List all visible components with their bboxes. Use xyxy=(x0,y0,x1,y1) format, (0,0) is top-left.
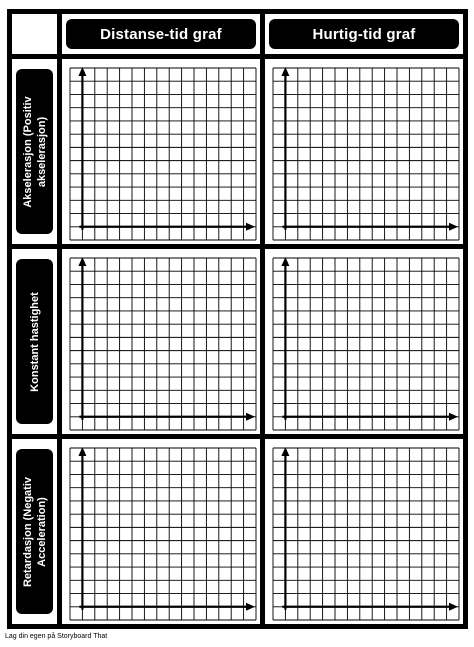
x-axis-arrow-icon xyxy=(246,223,255,231)
grid-lines xyxy=(273,68,459,240)
row-header-acceleration xyxy=(12,59,57,244)
row-header-constant-speed xyxy=(12,249,57,434)
blank-grid xyxy=(62,439,260,624)
blank-grid xyxy=(62,59,260,244)
grid-lines xyxy=(70,448,256,620)
graph-acceleration-speed-time[interactable] xyxy=(265,59,463,244)
grid-lines xyxy=(273,258,459,430)
blank-grid xyxy=(265,59,463,244)
grid-lines xyxy=(70,68,256,240)
row-header-label: Konstant hastighet xyxy=(28,291,41,392)
row-header-label: Akselerasjon (Positiv akselerasjon) xyxy=(21,95,48,208)
x-axis-arrow-icon xyxy=(449,223,458,231)
graph-constant-speed-speed-time[interactable] xyxy=(265,249,463,434)
grid-lines xyxy=(70,258,256,430)
column-header-label: Distanse-tid graf xyxy=(66,19,256,49)
graph-acceleration-distance-time[interactable] xyxy=(62,59,260,244)
row-header-label: Retardasjon (Negativ Acceleration) xyxy=(21,476,48,587)
corner-cell xyxy=(12,14,57,54)
x-axis-arrow-icon xyxy=(246,413,255,421)
column-header-distance-time xyxy=(62,14,260,54)
footer-credit: Lag din egen på Storyboard That xyxy=(5,633,108,640)
blank-grid xyxy=(265,249,463,434)
grid-lines xyxy=(273,448,459,620)
row-header-deceleration xyxy=(12,439,57,624)
blank-grid xyxy=(62,249,260,434)
column-header-speed-time xyxy=(265,14,463,54)
x-axis-arrow-icon xyxy=(246,603,255,611)
x-axis-arrow-icon xyxy=(449,413,458,421)
graph-worksheet xyxy=(7,9,468,629)
graph-deceleration-distance-time[interactable] xyxy=(62,439,260,624)
x-axis-arrow-icon xyxy=(449,603,458,611)
graph-constant-speed-distance-time[interactable] xyxy=(62,249,260,434)
blank-grid xyxy=(265,439,463,624)
graph-deceleration-speed-time[interactable] xyxy=(265,439,463,624)
column-header-label: Hurtig-tid graf xyxy=(269,19,459,49)
